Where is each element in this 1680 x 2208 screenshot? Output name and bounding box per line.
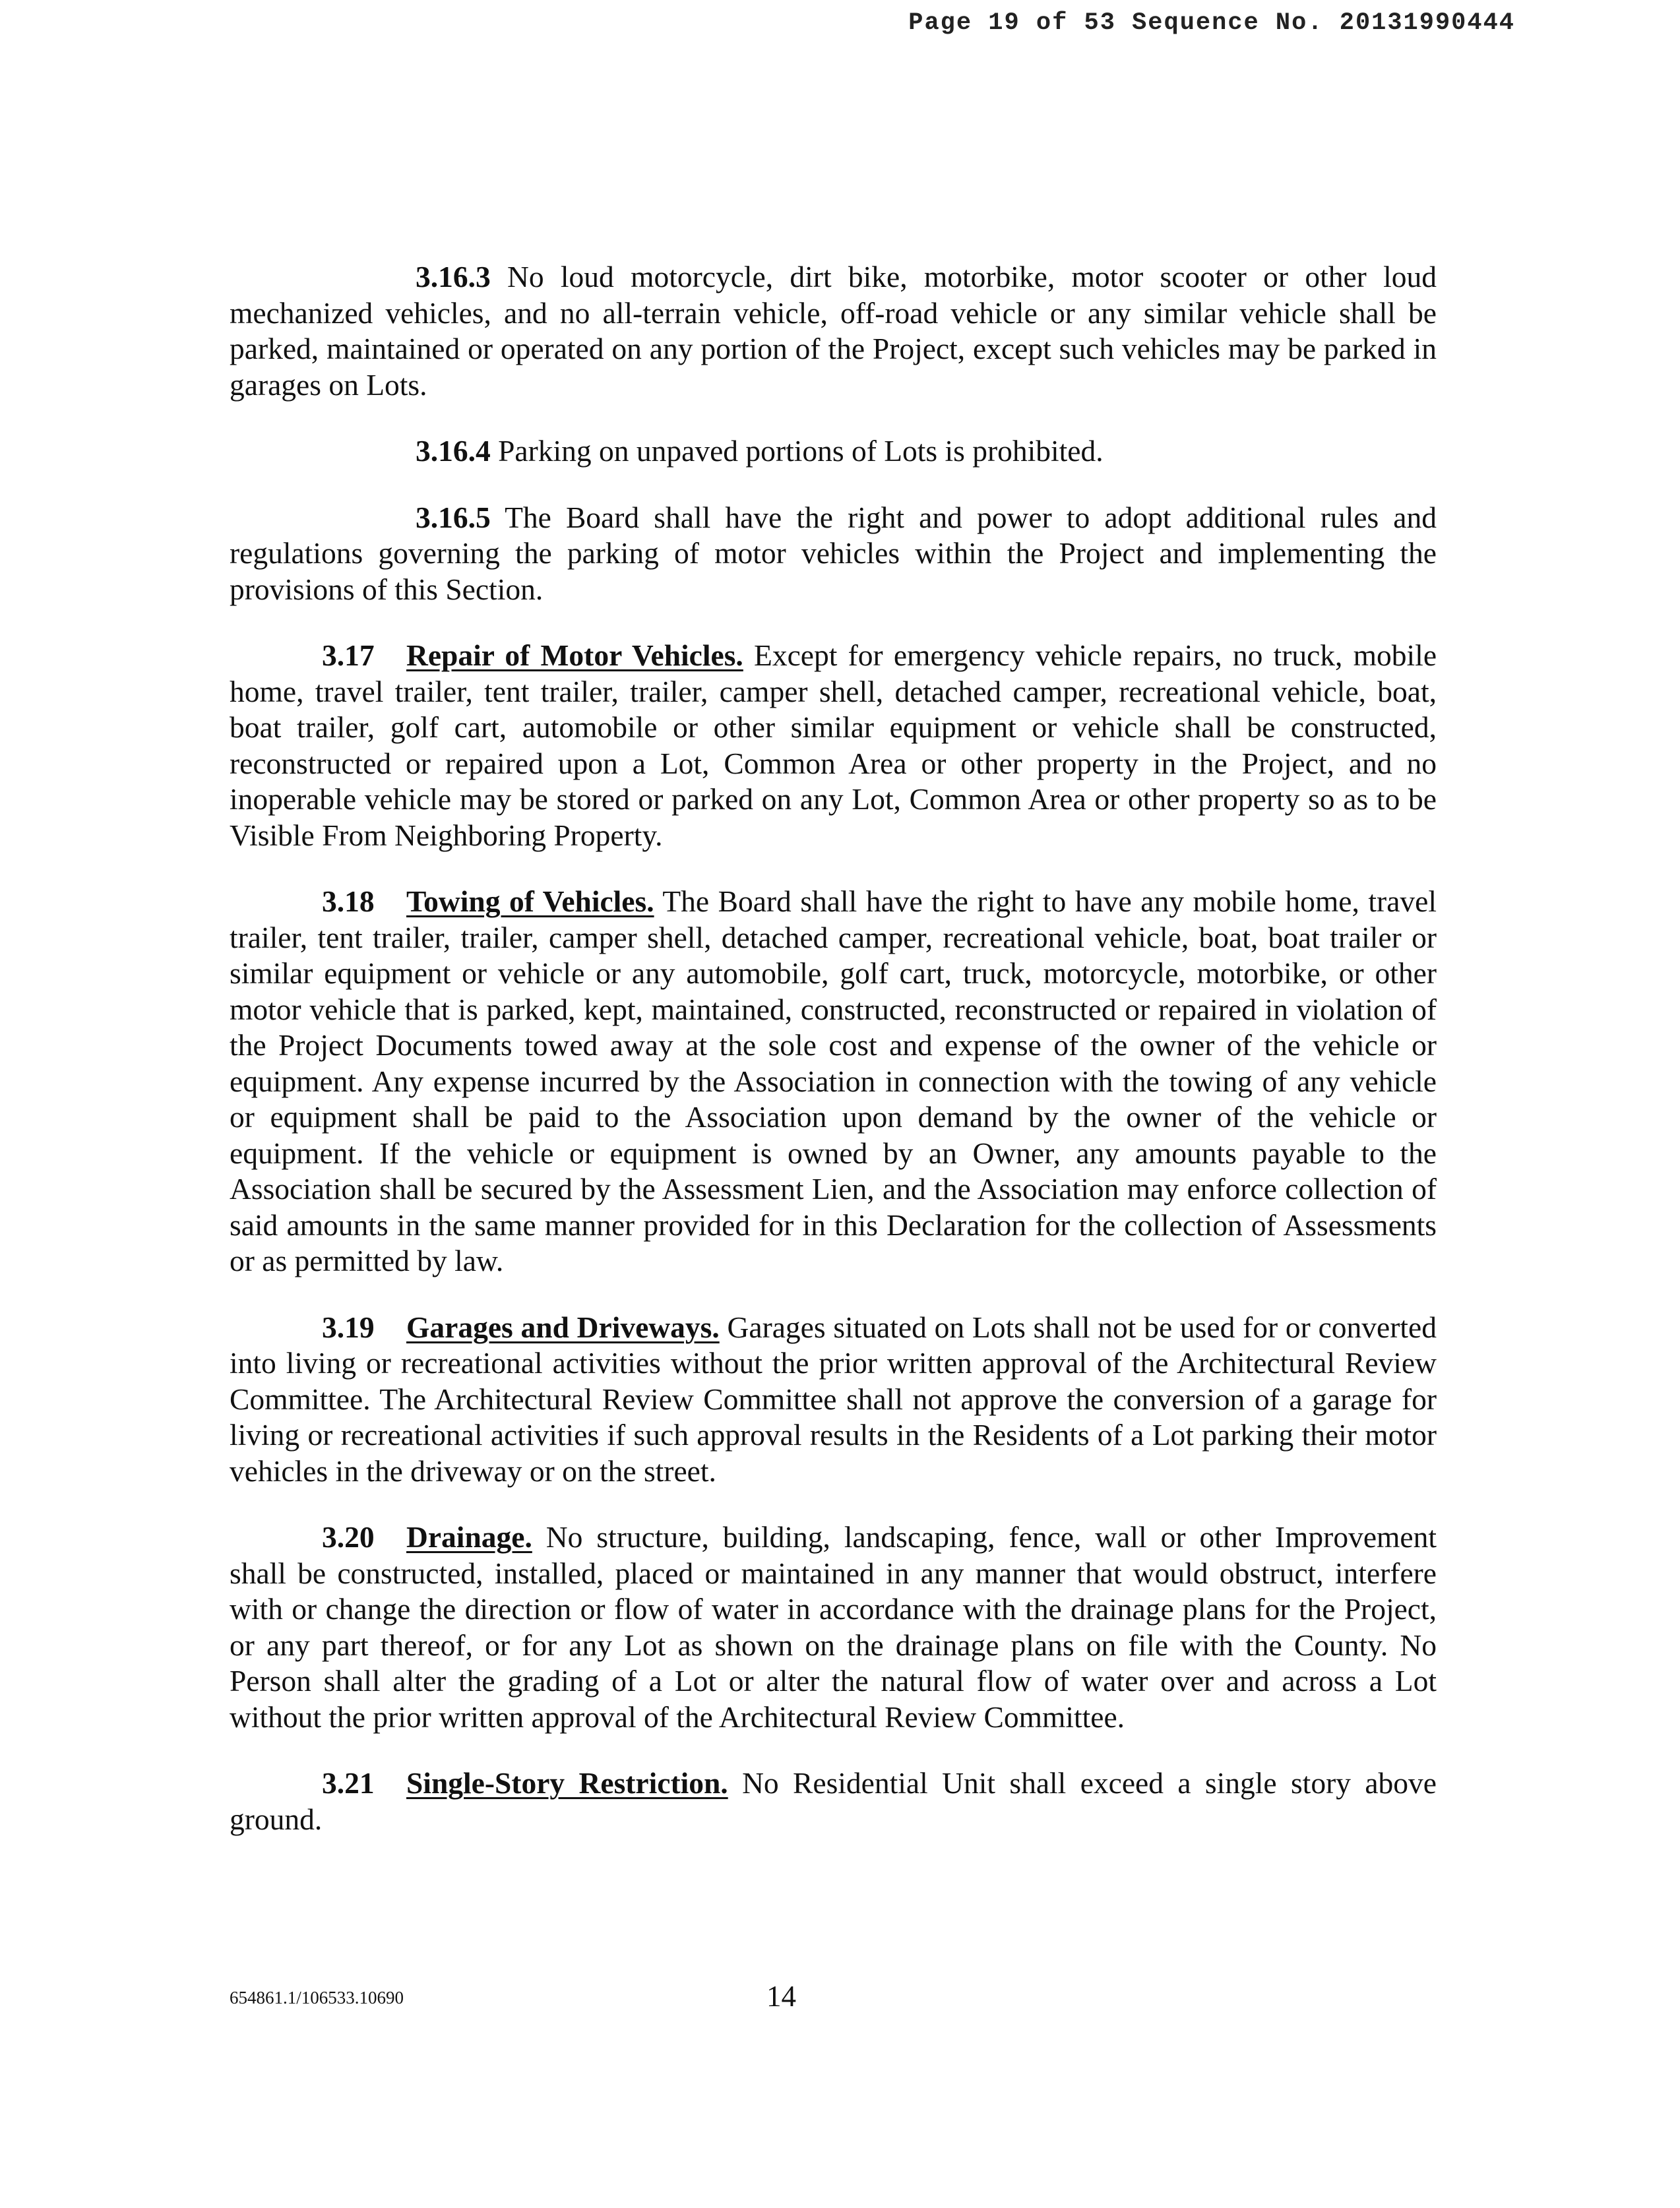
section-text: The Board shall have the right to have any mobile home, travel trailer, tent trailer, trailer, camper shell, detached camper, recreational vehicle, boat, boat trailer or similar equipment or vehicle or any automobile, golf cart, truck, motorcycle, motorbike, or other motor vehicle that is parked, kept, maintained, constructed, reconstructed or repaired in violation of the Project Documents towed away at the sole cost and expense of the owner of the vehicle or equipment. Any expense incurred by the Association in connection with the towing of any vehicle or equipment shall be paid to the Association upon demand by the owner of the vehicle or equipment. If the vehicle or equipment is owned by an Owner, any amounts payable to the Association shall be secured by the Assessment Lien, and the Association may enforce collection of said amounts in the same manner provided for in this Declaration for the collection of Assessments or as permitted by law. (230, 884, 1437, 1277)
paragraph-text: Parking on unpaved portions of Lots is prohibited. (498, 434, 1104, 468)
paragraph-text: No loud motorcycle, dirt bike, motorbike, motor scooter or other loud mechanized vehicles, and no all-terrain vehicle, off-road vehicle or any similar vehicle shall be parked, maintained or operated on any portion of the Project, except such vehicles may be parked in garages on Lots. (230, 260, 1437, 402)
section-number: 3.17 (322, 638, 375, 672)
paragraph-number: 3.16.3 (416, 260, 491, 293)
section-text: Except for emergency vehicle repairs, no truck, mobile home, travel trailer, tent trailer, trailer, camper shell, detached camper, recreational vehicle, boat, boat trailer, golf cart, automobile or other similar equipment or vehicle shall be constructed, reconstructed or repaired upon a Lot, Common Area or other property in the Project, and no inoperable vehicle may be stored or parked on any Lot, Common Area or other property so as to be Visible From Neighboring Property. (230, 638, 1437, 852)
footer-document-id: 654861.1/106533.10690 (230, 1988, 404, 2008)
paragraph-number: 3.16.4 (416, 434, 491, 468)
section-3-17 (230, 638, 1437, 853)
footer-page-number: 14 (766, 1980, 796, 2013)
section-heading: Drainage. (406, 1520, 532, 1554)
section-text: Garages situated on Lots shall not be used for or converted into living or recreational activities without the prior written approval of the Architectural Review Committee. The Architectural Review Committee shall not approve the conversion of a garage for living or recreational activities if such approval results in the Residents of a Lot parking their motor vehicles in the driveway or on the street. (230, 1310, 1437, 1488)
section-text: No structure, building, landscaping, fence, wall or other Improvement shall be constructed, installed, placed or maintained in any manner that would obstruct, interfere with or change the direction or flow of water in accordance with the drainage plans for the Project, or any part thereof, or for any Lot as shown on the drainage plans on file with the County. No Person shall alter the grading of a Lot or alter the natural flow of water over and across a Lot without the prior written approval of the Architectural Review Committee. (230, 1520, 1437, 1734)
section-heading: Garages and Driveways. (406, 1310, 720, 1344)
section-heading: Repair of Motor Vehicles. (406, 638, 743, 672)
section-3-18 (230, 884, 1437, 1279)
page-sequence-header: Page 19 of 53 Sequence No. 20131990444 (908, 9, 1515, 37)
paragraph-3-16-4 (230, 433, 1437, 470)
section-heading: Towing of Vehicles. (406, 884, 654, 918)
paragraph-text: The Board shall have the right and power to adopt additional rules and regulations governing the parking of motor vehicles within the Project and implementing the provisions of this Section. (230, 500, 1437, 606)
paragraph-3-16-5 (230, 500, 1437, 608)
paragraph-number: 3.16.5 (416, 500, 491, 534)
section-3-21 (230, 1765, 1437, 1837)
section-heading: Single-Story Restriction. (406, 1766, 728, 1800)
section-number: 3.18 (322, 884, 375, 918)
section-3-20 (230, 1519, 1437, 1735)
section-3-19 (230, 1310, 1437, 1490)
section-number: 3.19 (322, 1310, 375, 1344)
document-body (230, 259, 1437, 1868)
paragraph-3-16-3 (230, 259, 1437, 403)
section-text: No Residential Unit shall exceed a single story above ground. (230, 1766, 1437, 1836)
section-number: 3.20 (322, 1520, 375, 1554)
section-number: 3.21 (322, 1766, 375, 1800)
